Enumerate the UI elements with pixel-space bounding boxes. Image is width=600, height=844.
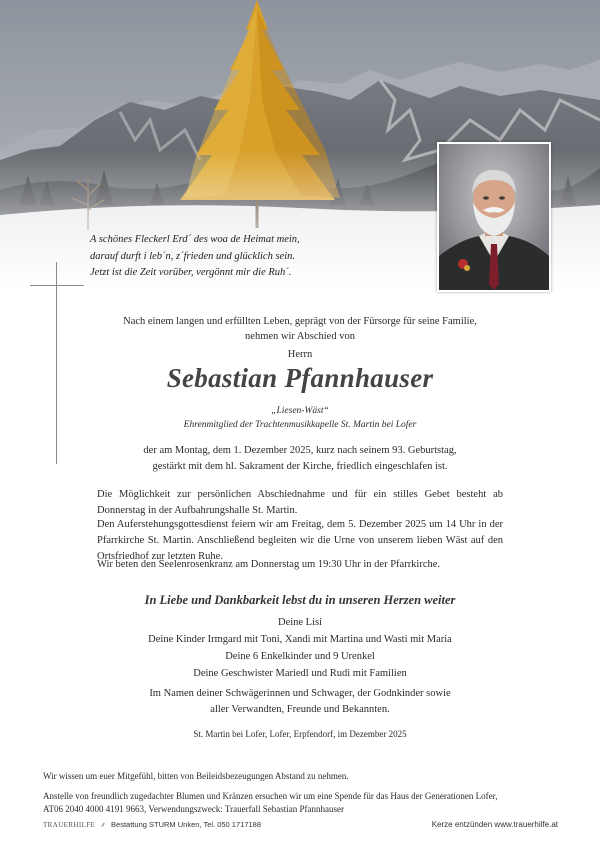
- intro-line: nehmen wir Abschied von: [245, 331, 355, 342]
- nickname: „Liesen-Wäst“: [271, 406, 329, 416]
- donation-note: [43, 790, 563, 815]
- candle-link[interactable]: Kerze entzünden www.trauerhilfe.at: [431, 820, 558, 829]
- mourner-line: Deine Geschwister Mariedl und Rudi mit Familien: [193, 668, 407, 679]
- portrait-photo: [437, 142, 551, 292]
- poem-line: Jetzt ist die Zeit vorüber, vergönnt mir die Ruh´.: [90, 267, 292, 278]
- sympathy-note: Wir wissen um euer Mitgefühl, bitten von Beileidsbezeugungen Abstand zu nehmen.: [43, 771, 349, 781]
- honorary-title: Ehrenmitglied der Trachtenmusikkapelle St. Martin bei Lofer: [183, 420, 417, 430]
- mourner-line: Deine Lisi: [277, 617, 323, 628]
- mourner-line: Deine 6 Enkelkinder und 9 Urenkel: [225, 651, 375, 662]
- feather-icon: ⸙: [100, 820, 106, 829]
- death-line: gestärkt mit dem hl. Sakrament der Kirche, friedlich eingeschlafen ist.: [152, 461, 448, 472]
- poem-line: A schönes Fleckerl Erd´ des woa de Heimat mein,: [90, 234, 300, 245]
- motto: In Liebe und Dankbarkeit lebst du in unseren Herzen weiter: [144, 593, 456, 607]
- poem-line: darauf durft i leb´n, z´frieden und glücklich sein.: [90, 250, 296, 262]
- rosary-paragraph: Wir beten den Seelenrosenkranz am Donnerstag um 19:30 Uhr in der Pfarrkirche.: [97, 559, 441, 570]
- mourner-line: Deine Kinder Irmgard mit Toni, Xandi mit Martina und Wasti mit Maria: [148, 634, 452, 645]
- place-date: St. Martin bei Lofer, Lofer, Erpfendorf, im Dezember 2025: [193, 729, 407, 739]
- mass-paragraph: Den Auferstehungsgottesdienst feiern wir am Freitag, dem 5. Dezember 2025 um 14 Uhr in der Pfarrkirche St. Martin. Anschließend begleiten wir die Urne von unserem lieben Wäst auf den Ortsfriedhof zur letzten Ruhe.: [97, 519, 503, 562]
- intro-text: [0, 314, 600, 344]
- intro-line: Nach einem langen und erfüllten Leben, geprägt von der Fürsorge für seine Familie,: [123, 316, 477, 327]
- brand-logo: TRAUERHILFE: [43, 821, 96, 829]
- cross-icon-horizontal: [30, 285, 84, 286]
- in-name-line: aller Verwandten, Freunde und Bekannten.: [210, 703, 390, 715]
- donation-line: Anstelle von freundlich zugedachter Blumen und Kränzen ersuchen wir um eine Spende für das Haus der Generationen Lofer,: [43, 791, 498, 801]
- in-name-line: Im Namen deiner Schwägerinnen und Schwager, der Godnkinder sowie: [149, 688, 451, 699]
- mourners-list: [0, 614, 600, 682]
- deceased-name: Sebastian Pfannhauser: [166, 363, 434, 393]
- funeral-home-contact: Bestattung STURM Unken, Tel. 050 1717188: [111, 820, 261, 829]
- salutation: Herrn: [287, 349, 313, 360]
- death-statement: [0, 443, 600, 475]
- death-line: der am Montag, dem 1. Dezember 2025, kurz nach seinem 93. Geburtstag,: [143, 445, 457, 456]
- footer: [43, 820, 558, 830]
- donation-line: AT06 2040 4000 4191 9663, Verwendungszweck: Trauerfall Sebastian Pfannhauser: [43, 803, 345, 814]
- farewell-paragraph: Die Möglichkeit zur persönlichen Abschiednahme und für ein stilles Gebet besteht ab Donnerstag in der Aufbahrungshalle St. Martin.: [97, 489, 503, 516]
- in-name-of: [0, 686, 600, 717]
- poem: [90, 232, 420, 282]
